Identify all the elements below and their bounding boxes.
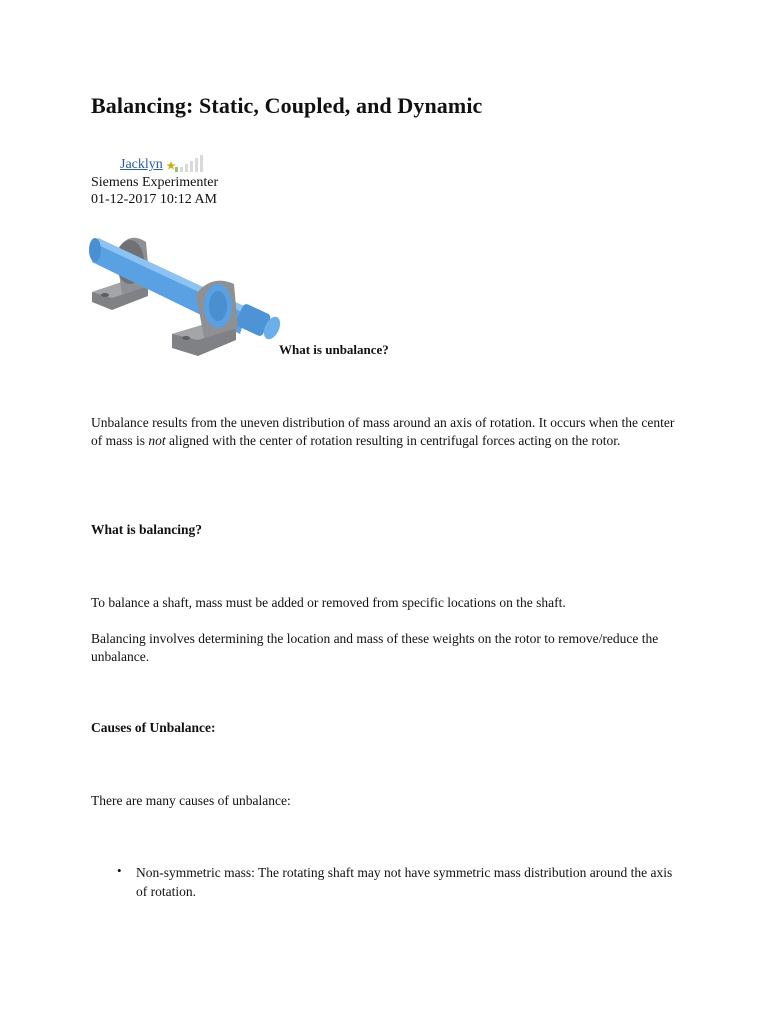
causes-intro: There are many causes of unbalance: <box>91 793 291 808</box>
causes-heading: Causes of Unbalance: <box>91 720 216 735</box>
author-link[interactable]: Jacklyn <box>120 157 163 172</box>
post-date: 01-12-2017 10:12 AM <box>91 192 217 207</box>
rank-star-icon <box>166 155 208 175</box>
balancing-paragraph-1: To balance a shaft, mass must be added or removed from specific locations on the shaft. <box>91 595 566 610</box>
unbalance-paragraph: Unbalance results from the uneven distribution of mass around an axis of rotation. It occurs when the center of mass is not aligned with the center of rotation resulting in centrifugal forces acting on the rotor. <box>91 415 675 448</box>
author-row <box>120 155 208 175</box>
list-item: Non-symmetric mass: The rotating shaft may not have symmetric mass distribution around the axis of rotation. <box>136 865 673 899</box>
image-caption: What is unbalance? <box>279 342 389 357</box>
shaft-image <box>88 222 284 362</box>
emphasis-not: not <box>148 433 166 448</box>
balancing-paragraph-2: Balancing involves determining the location and mass of these weights on the rotor to remove/reduce the unbalance. <box>91 631 659 664</box>
signal-bars-icon <box>180 155 203 172</box>
list-bullet: • <box>117 863 122 878</box>
author-role: Siemens Experimenter <box>91 175 219 190</box>
page-title: Balancing: Static, Coupled, and Dynamic <box>91 93 483 118</box>
balancing-heading: What is balancing? <box>91 522 203 537</box>
